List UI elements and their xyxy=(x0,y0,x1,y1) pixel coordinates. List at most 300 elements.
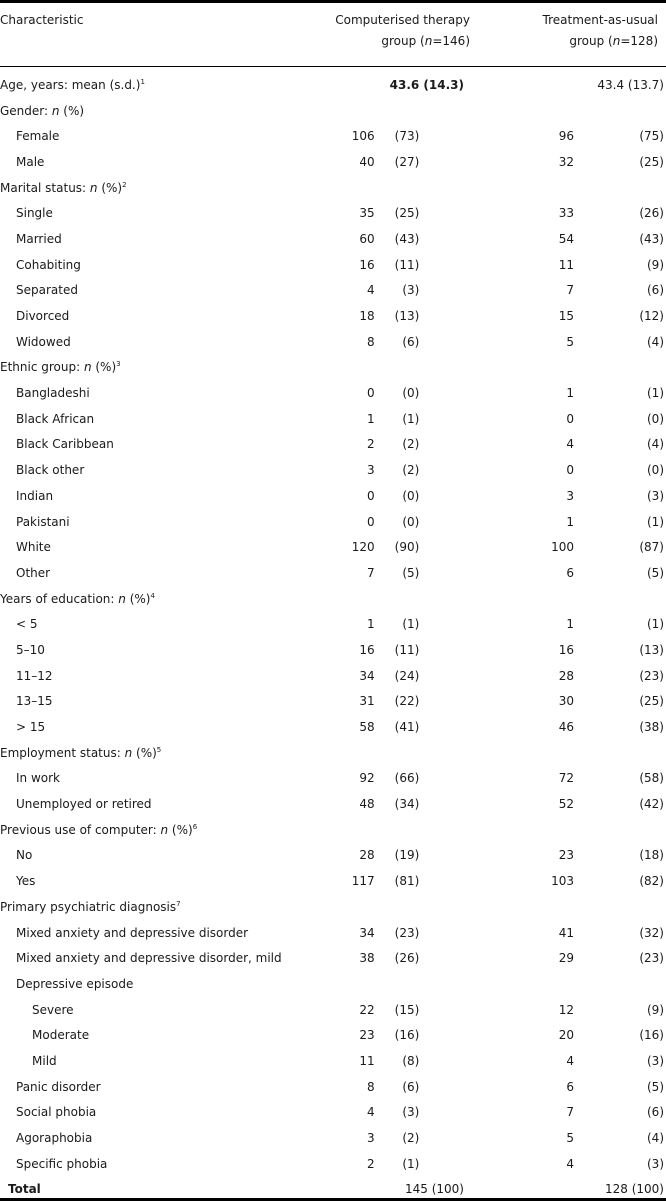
table-row xyxy=(0,226,666,252)
row-label: No xyxy=(16,848,33,863)
section-label-suffix: (%) xyxy=(91,360,117,375)
gap-cell xyxy=(464,766,484,792)
tau-count: 96 xyxy=(558,129,574,144)
tau-count: 33 xyxy=(558,206,574,221)
tau-value: 128 (100) xyxy=(605,1182,664,1197)
gap-cell xyxy=(464,380,484,406)
gap-cell xyxy=(464,637,484,663)
comp-value: 145 (100) xyxy=(405,1182,464,1197)
row-label: < 5 xyxy=(16,617,38,632)
row-label: In work xyxy=(16,771,60,786)
comp-percent: (2) xyxy=(402,463,420,478)
comp-count: 58 xyxy=(359,720,375,735)
footnote-marker: 2 xyxy=(122,180,127,189)
tau-value: 43.4 (13.7) xyxy=(597,77,664,92)
section-row xyxy=(0,175,666,201)
row-label: 13–15 xyxy=(16,694,53,709)
row-label: Single xyxy=(16,206,53,221)
table-row xyxy=(0,637,666,663)
gap-cell xyxy=(464,611,484,637)
tau-count: 103 xyxy=(551,874,574,889)
comp-count: 31 xyxy=(359,694,375,709)
comp-percent: (0) xyxy=(402,514,420,529)
section-label xyxy=(0,740,330,766)
tau-count: 7 xyxy=(566,1105,574,1120)
gap-cell xyxy=(464,303,484,329)
spacer-cell xyxy=(419,432,464,458)
gap-cell xyxy=(464,432,484,458)
tau-count: 7 xyxy=(566,283,574,298)
comp-percent: (8) xyxy=(402,1053,420,1068)
tau-count: 20 xyxy=(558,1028,574,1043)
gap-cell xyxy=(464,329,484,355)
comp-count: 4 xyxy=(367,283,375,298)
comp-percent: (25) xyxy=(394,206,420,221)
tau-percent: (25) xyxy=(639,154,664,169)
column-header-tau-line2 xyxy=(500,31,658,52)
table-row xyxy=(0,920,666,946)
tau-count: 6 xyxy=(566,1079,574,1094)
section-row xyxy=(0,894,666,920)
table-row xyxy=(0,663,666,689)
tau-percent: (6) xyxy=(647,283,664,298)
gap-cell xyxy=(464,945,484,971)
spacer-cell xyxy=(419,997,464,1023)
spacer-cell xyxy=(419,611,464,637)
comp-count: 0 xyxy=(367,488,375,503)
tau-count: 4 xyxy=(566,1156,574,1171)
comp-percent: (19) xyxy=(394,848,420,863)
spacer-cell xyxy=(419,637,464,663)
comp-percent: (90) xyxy=(394,540,420,555)
tau-count: 16 xyxy=(558,642,574,657)
table-row xyxy=(0,509,666,535)
spacer-cell xyxy=(419,791,464,817)
spacer-cell xyxy=(419,123,464,149)
comp-count: 3 xyxy=(367,463,375,478)
comp-count: 8 xyxy=(367,1079,375,1094)
table-row xyxy=(0,791,666,817)
section-label-text: Gender: xyxy=(0,103,52,118)
tau-count: 0 xyxy=(566,411,574,426)
tau-percent: (25) xyxy=(639,694,664,709)
tau-percent: (23) xyxy=(639,668,664,683)
comp-percent: (41) xyxy=(394,720,420,735)
row-label: Moderate xyxy=(32,1028,90,1043)
row-label: Black other xyxy=(16,463,85,478)
spacer-cell xyxy=(419,766,464,792)
comp-count: 1 xyxy=(367,617,375,632)
spacer-cell xyxy=(419,380,464,406)
tau-percent: (0) xyxy=(647,411,664,426)
bottom-rule xyxy=(0,1198,666,1201)
tau-percent: (9) xyxy=(647,257,664,272)
section-label-suffix: (%) xyxy=(125,591,151,606)
tau-percent: (38) xyxy=(639,720,664,735)
gap-cell xyxy=(464,278,484,304)
gap-cell xyxy=(464,483,484,509)
tau-percent: (32) xyxy=(639,925,664,940)
footnote-marker: 1 xyxy=(140,77,145,86)
gap-cell xyxy=(464,1074,484,1100)
spacer-cell xyxy=(419,560,464,586)
tau-percent: (13) xyxy=(639,642,664,657)
table-row xyxy=(0,252,666,278)
section-label-italic: n xyxy=(124,745,133,760)
gap-cell xyxy=(464,406,484,432)
table-row xyxy=(0,329,666,355)
comp-percent: (13) xyxy=(394,309,420,324)
footnote-marker: 4 xyxy=(150,591,155,600)
section-label-text: Previous use of computer: xyxy=(0,822,161,837)
row-label: Depressive episode xyxy=(16,976,134,991)
row-label: Divorced xyxy=(16,309,70,324)
table-row xyxy=(0,1074,666,1100)
tau-percent: (58) xyxy=(639,771,664,786)
empty-cell xyxy=(330,175,666,201)
table-row xyxy=(0,1100,666,1126)
column-header-computerised-line2 xyxy=(330,31,470,52)
spacer-cell xyxy=(419,868,464,894)
section-label-suffix: (%) xyxy=(168,822,193,837)
comp-count: 23 xyxy=(359,1028,375,1043)
section-label-suffix: (%) xyxy=(97,180,123,195)
section-label-text: Primary psychiatric diagnosis xyxy=(0,899,177,914)
spacer-cell xyxy=(419,534,464,560)
comp-count: 106 xyxy=(351,129,375,144)
tau-count: 100 xyxy=(551,540,574,555)
table-row xyxy=(0,1151,666,1177)
tau-count: 72 xyxy=(558,771,574,786)
spacer-cell xyxy=(419,1151,464,1177)
spacer-cell xyxy=(419,303,464,329)
table-row xyxy=(0,714,666,740)
spacer-cell xyxy=(419,1048,464,1074)
comp-percent: (15) xyxy=(394,1002,420,1017)
row-label-text: Age, years: mean (s.d.) xyxy=(0,77,141,92)
tau-percent: (6) xyxy=(647,1105,664,1120)
table-row xyxy=(0,278,666,304)
comp-n-value: =146) xyxy=(432,34,470,48)
row-label: Widowed xyxy=(16,334,71,349)
tau-count: 15 xyxy=(558,309,574,324)
tau-count: 0 xyxy=(566,463,574,478)
comp-count: 92 xyxy=(359,771,375,786)
section-label-text: Employment status: xyxy=(0,745,125,760)
row-label: Mixed anxiety and depressive disorder, mild xyxy=(16,951,282,966)
tau-percent: (3) xyxy=(647,1053,664,1068)
row-label: Cohabiting xyxy=(16,257,81,272)
tau-count: 1 xyxy=(566,514,574,529)
row-label: Social phobia xyxy=(16,1105,97,1120)
spacer-cell xyxy=(419,714,464,740)
tau-count: 29 xyxy=(558,951,574,966)
column-header-characteristic xyxy=(0,10,83,31)
spacer-cell xyxy=(419,1022,464,1048)
tau-count: 52 xyxy=(558,797,574,812)
comp-count: 18 xyxy=(359,309,375,324)
spacer-cell xyxy=(419,329,464,355)
gap-cell xyxy=(464,200,484,226)
table-row xyxy=(0,380,666,406)
table-row xyxy=(0,868,666,894)
table-row xyxy=(0,457,666,483)
row-label: Yes xyxy=(16,874,36,889)
table-row xyxy=(0,123,666,149)
spacer-cell xyxy=(419,843,464,869)
comp-percent: (24) xyxy=(394,668,420,683)
tau-count: 1 xyxy=(566,617,574,632)
header-rule xyxy=(0,66,666,67)
gap-cell xyxy=(464,997,484,1023)
spacer-cell xyxy=(419,278,464,304)
spacer-cell xyxy=(419,1125,464,1151)
spacer-cell xyxy=(419,149,464,175)
gap-cell xyxy=(464,252,484,278)
comp-count: 0 xyxy=(367,514,375,529)
section-label-suffix: (%) xyxy=(132,745,157,760)
section-label-text: Ethnic group: xyxy=(0,360,84,375)
row-label: Separated xyxy=(16,283,78,298)
spacer-cell xyxy=(419,457,464,483)
tau-count: 11 xyxy=(558,257,574,272)
tau-percent: (42) xyxy=(639,797,664,812)
gap-cell xyxy=(464,149,484,175)
comp-percent: (22) xyxy=(394,694,420,709)
comp-count: 1 xyxy=(367,411,375,426)
top-rule xyxy=(0,0,666,3)
tau-percent: (5) xyxy=(647,1079,664,1094)
column-header-computerised xyxy=(330,10,470,52)
tau-count: 54 xyxy=(558,231,574,246)
tau-count: 4 xyxy=(566,437,574,452)
gap-cell xyxy=(464,72,484,98)
table-row xyxy=(0,406,666,432)
comp-percent: (6) xyxy=(402,334,420,349)
spacer-cell xyxy=(419,663,464,689)
tau-n-label: n xyxy=(612,34,621,48)
comp-count: 28 xyxy=(359,848,375,863)
footnote-marker: 7 xyxy=(176,899,181,908)
comp-count: 40 xyxy=(359,154,375,169)
table-row xyxy=(0,766,666,792)
row-label: Other xyxy=(16,565,51,580)
spacer-cell xyxy=(419,920,464,946)
section-label xyxy=(0,175,330,201)
gap-cell xyxy=(464,1125,484,1151)
footnote-marker: 3 xyxy=(116,360,121,369)
comp-count: 22 xyxy=(359,1002,375,1017)
comp-percent: (11) xyxy=(394,642,420,657)
comp-percent: (16) xyxy=(394,1028,420,1043)
comp-percent: (23) xyxy=(394,925,420,940)
comp-percent: (5) xyxy=(402,565,420,580)
row-label: Unemployed or retired xyxy=(16,797,152,812)
row-label: Bangladeshi xyxy=(16,386,90,401)
empty-cell xyxy=(330,740,666,766)
row-label: Total xyxy=(8,1182,41,1197)
spacer-cell xyxy=(419,406,464,432)
tau-percent: (1) xyxy=(647,514,664,529)
section-row xyxy=(0,586,666,612)
tau-percent: (9) xyxy=(647,1002,664,1017)
comp-percent: (2) xyxy=(402,437,420,452)
comp-count: 11 xyxy=(359,1053,375,1068)
spacer-cell xyxy=(419,226,464,252)
comp-percent: (34) xyxy=(394,797,420,812)
spacer-cell xyxy=(419,1100,464,1126)
tau-count: 23 xyxy=(558,848,574,863)
column-header-treatment-as-usual xyxy=(500,10,658,52)
empty-cell xyxy=(330,586,666,612)
section-label xyxy=(0,586,330,612)
table-row xyxy=(0,1125,666,1151)
gap-cell xyxy=(464,1100,484,1126)
section-label-suffix: (%) xyxy=(59,103,85,118)
tau-percent: (75) xyxy=(639,129,664,144)
comp-count: 48 xyxy=(359,797,375,812)
section-label xyxy=(0,894,330,920)
comp-percent: (1) xyxy=(402,1156,420,1171)
row-label: White xyxy=(16,540,51,555)
comp-count: 120 xyxy=(351,540,375,555)
comp-count: 2 xyxy=(367,437,375,452)
table-row xyxy=(0,843,666,869)
comp-count: 117 xyxy=(351,874,375,889)
gap-cell xyxy=(464,509,484,535)
row-label: Black African xyxy=(16,411,95,426)
table-row xyxy=(0,483,666,509)
table-body xyxy=(0,72,666,1202)
comp-group-prefix: group ( xyxy=(381,34,425,48)
row-label: Agoraphobia xyxy=(16,1131,93,1146)
comp-percent: (66) xyxy=(394,771,420,786)
table-row xyxy=(0,149,666,175)
comp-count: 0 xyxy=(367,386,375,401)
comp-percent: (27) xyxy=(394,154,420,169)
comp-percent: (6) xyxy=(402,1079,420,1094)
gap-cell xyxy=(464,843,484,869)
empty-cell xyxy=(330,817,666,843)
tau-count: 5 xyxy=(566,1131,574,1146)
tau-count: 3 xyxy=(566,488,574,503)
row-label: Specific phobia xyxy=(16,1156,108,1171)
table-row xyxy=(0,200,666,226)
section-label xyxy=(0,98,330,124)
tau-n-value: =128) xyxy=(620,34,658,48)
tau-count: 6 xyxy=(566,565,574,580)
table-row xyxy=(0,303,666,329)
tau-percent: (4) xyxy=(647,437,664,452)
table-row xyxy=(0,432,666,458)
gap-cell xyxy=(464,714,484,740)
comp-count: 34 xyxy=(359,925,375,940)
gap-cell xyxy=(464,1022,484,1048)
comp-count: 38 xyxy=(359,951,375,966)
section-label-text: Years of education: xyxy=(0,591,119,606)
row-label: Married xyxy=(16,231,62,246)
spacer-cell xyxy=(419,252,464,278)
tau-percent: (23) xyxy=(639,951,664,966)
comp-n-label: n xyxy=(424,34,433,48)
gap-cell xyxy=(464,920,484,946)
comp-percent: (43) xyxy=(394,231,420,246)
table-row xyxy=(0,1048,666,1074)
gap-cell xyxy=(464,534,484,560)
empty-cell xyxy=(330,355,666,381)
section-label-italic: n xyxy=(89,180,98,195)
spacer-cell xyxy=(419,509,464,535)
row-label: 11–12 xyxy=(16,668,53,683)
comp-count: 4 xyxy=(367,1105,375,1120)
section-row xyxy=(0,355,666,381)
gap-cell xyxy=(464,791,484,817)
row-label: Severe xyxy=(32,1002,74,1017)
section-row xyxy=(0,98,666,124)
section-row xyxy=(0,817,666,843)
gap-cell xyxy=(464,560,484,586)
row-label: Mild xyxy=(32,1053,57,1068)
empty-cell xyxy=(330,971,666,997)
comp-percent: (11) xyxy=(394,257,420,272)
row-label: Male xyxy=(16,154,45,169)
section-label-italic: n xyxy=(83,360,92,375)
section-label xyxy=(0,817,330,843)
comp-count: 34 xyxy=(359,668,375,683)
tau-percent: (87) xyxy=(639,540,664,555)
comp-count: 60 xyxy=(359,231,375,246)
comp-value: 43.6 (14.3) xyxy=(389,77,464,92)
spacer-cell xyxy=(419,689,464,715)
spacer-cell xyxy=(419,483,464,509)
empty-cell xyxy=(330,894,666,920)
comp-percent: (1) xyxy=(402,617,420,632)
table-row xyxy=(0,534,666,560)
tau-count: 1 xyxy=(566,386,574,401)
section-label-italic: n xyxy=(51,103,60,118)
table-row xyxy=(0,689,666,715)
row-label: Female xyxy=(16,129,60,144)
column-header-tau-line1: Treatment-as-usual xyxy=(542,13,658,27)
row-label: Indian xyxy=(16,488,54,503)
gap-cell xyxy=(464,689,484,715)
comp-count: 2 xyxy=(367,1156,375,1171)
table-row xyxy=(0,611,666,637)
tau-count: 41 xyxy=(558,925,574,940)
comp-percent: (73) xyxy=(394,129,420,144)
footnote-marker: 6 xyxy=(192,822,198,831)
tau-percent: (4) xyxy=(647,1131,664,1146)
comp-count: 35 xyxy=(359,206,375,221)
tau-percent: (16) xyxy=(639,1028,664,1043)
tau-group-prefix: group ( xyxy=(569,34,613,48)
tau-percent: (26) xyxy=(639,206,664,221)
comp-percent: (3) xyxy=(402,1105,420,1120)
column-header-computerised-line1: Computerised therapy xyxy=(335,13,470,27)
row-label: Panic disorder xyxy=(16,1079,101,1094)
table-row xyxy=(0,560,666,586)
spacer-cell xyxy=(419,1074,464,1100)
row-label: Pakistani xyxy=(16,514,70,529)
row-label: 5–10 xyxy=(16,642,45,657)
comp-percent: (81) xyxy=(394,874,420,889)
comp-count: 7 xyxy=(367,565,375,580)
spacer-cell xyxy=(419,945,464,971)
comp-count: 16 xyxy=(359,257,375,272)
section-row xyxy=(0,740,666,766)
comp-percent: (1) xyxy=(402,411,420,426)
row-label: Black Caribbean xyxy=(16,437,114,452)
